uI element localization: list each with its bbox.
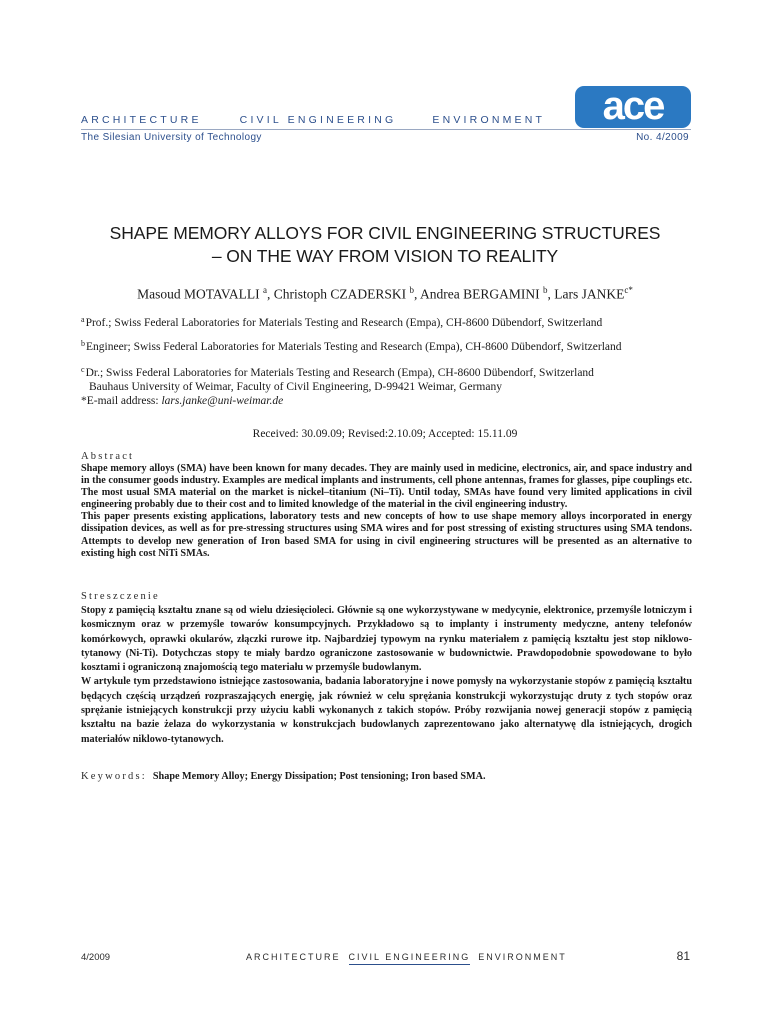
footer-journal-word: ARCHITECTURE xyxy=(246,952,341,962)
author-affiliation-mark: b xyxy=(409,285,415,295)
logo-text: ace xyxy=(602,86,664,128)
footer-journal-word: CIVIL ENGINEERING xyxy=(349,952,471,965)
keywords-heading: Keywords: xyxy=(81,771,147,782)
streszczenie-heading: Streszczenie xyxy=(81,591,160,602)
author-name: Masoud MOTAVALLI xyxy=(137,286,260,302)
affiliation-text: Engineer; Swiss Federal Laboratories for Materials Testing and Research (Empa), CH-8600 Dübendorf, Switzerland xyxy=(86,341,622,353)
author-name: Lars JANKE xyxy=(554,286,625,302)
journal-word-architecture: ARCHITECTURE xyxy=(81,114,202,126)
author-name: Christoph CZADERSKI xyxy=(273,286,407,302)
abstract-heading: Abstract xyxy=(81,451,135,462)
article-title-line-2: – ON THE WAY FROM VISION TO REALITY xyxy=(211,246,559,266)
footer-date: 4/2009 xyxy=(81,952,111,963)
author-affiliation-mark: c* xyxy=(624,285,633,295)
author-name: Andrea BERGAMINI xyxy=(420,286,540,302)
page-number: 81 xyxy=(676,949,690,963)
abstract-paragraph: Shape memory alloys (SMA) have been known for many decades. They are mainly used in medicine, electronics, air, and space industry and in the consumer goods industry. Examples are medical implants and instruments, cell phone antennas, frames for glasses, pipe couplings etc. The most usual SMA material on the market is nickel–titanium (Ni–Ti). Until today, SMAs have found very limited applications in civil engineering probably due to their cost and to limited knowledge of the material in the civil engineering industry. xyxy=(81,463,692,511)
streszczenie-paragraph: W artykule tym przedstawiono istniejące zastosowania, badania laboratoryjne i nowe pomysły na wykorzystanie stopów z pamięcią kształtu będących częścią urządzeń rozpraszających energię, jak również w celu sprężania konstrukcji wykorzystując druty z tych stopów oraz sprężanie istniejących konstrukcji przy użyciu kabli wykonanych z takich stopów. Próby rozwijania nowej generacji stopów z pamięcią kształtu na bazie żelaza do wykorzystania w konstrukcjach budowlanych zaprezentowano jako alternatywę dla istniejących, drogich materiałów niklowo-tytanowych. xyxy=(81,676,692,745)
abstract-paragraph: This paper presents existing applications, laboratory tests and new concepts of how to use shape memory alloys incorporated in energy dissipation devices, as well as for pre-stressing structures using SMA wires and for post stressing of existing structures using SMA tendons. Attempts to develop new generation of Iron based SMA for using in civil engineering structures will be presented as an alternative to existing high cost NiTi SMAs. xyxy=(81,511,692,559)
affiliation-mark: b xyxy=(81,339,85,348)
header-rule xyxy=(81,129,691,130)
keywords-line xyxy=(81,771,486,782)
abstract-body xyxy=(81,463,692,560)
email-address[interactable]: lars.janke@uni-weimar.de xyxy=(161,395,284,407)
affiliation-mark: a xyxy=(81,315,85,324)
streszczenie-paragraph: Stopy z pamięcią kształtu znane są od wielu dziesięcioleci. Głównie są one wykorzystywane w medycynie, elektronice, przemyśle lotniczym i kosmicznym oraz w przemyśle towarów konsumpcyjnych. Przykładowo są to implanty i instrumenty medyczne, anteny telefonów komórkowych, oprawki okularów, złączki rurowe itp. Najbardziej typowym na rynku materiałem z pamięcią kształtu jest stop niklowo-tytanowy (Ni-Ti). Dotychczas stopy te miały bardzo ograniczone zastosowanie w budownictwie. Prawdopodobnie spowodowane to było kosztami i ograniczoną znajomością tego materiału w przemyśle budowlanym. xyxy=(81,605,692,674)
affiliation-c xyxy=(81,363,594,408)
author-affiliation-mark: b xyxy=(543,285,548,295)
received-dates: Received: 30.09.09; Revised:2.10.09; Accepted: 15.11.09 xyxy=(252,428,518,440)
footer-journal-name xyxy=(246,952,567,965)
article-title-line-1: SHAPE MEMORY ALLOYS FOR CIVIL ENGINEERING STRUCTURES xyxy=(109,223,661,243)
university-name: The Silesian University of Technology xyxy=(81,132,262,143)
affiliation-b xyxy=(81,339,622,353)
affiliation-a xyxy=(81,315,602,329)
author-list: Masoud MOTAVALLI $^a$, Christoph CZADERSKI $^b$, Andrea BERGAMINI $^b$, Lars $JANKE^{c*}$ xyxy=(137,285,633,302)
ace-logo xyxy=(575,86,691,128)
keywords-value: Shape Memory Alloy; Energy Dissipation; Post tensioning; Iron based SMA. xyxy=(152,771,486,782)
affiliation-text: Dr.; Swiss Federal Laboratories for Materials Testing and Research (Empa), CH-8600 Dübendorf, Switzerland xyxy=(85,367,594,379)
streszczenie-body xyxy=(81,604,692,747)
issue-number: No. 4/2009 xyxy=(636,132,689,143)
affiliation-continuation: Bauhaus University of Weimar, Faculty of Civil Engineering, D-99421 Weimar, Germany xyxy=(89,381,502,393)
journal-word-environment: ENVIRONMENT xyxy=(432,114,546,126)
footer-journal-word: ENVIRONMENT xyxy=(478,952,567,962)
affiliation-mark: c xyxy=(81,365,85,374)
journal-word-civil-engineering: CIVIL ENGINEERING xyxy=(239,114,397,126)
affiliation-text: Prof.; Swiss Federal Laboratories for Materials Testing and Research (Empa), CH-8600 Dübendorf, Switzerland xyxy=(85,317,603,329)
email-line xyxy=(81,395,283,407)
email-label: *E-mail address: xyxy=(81,395,162,407)
author-affiliation-mark: a xyxy=(263,285,268,295)
journal-name-header xyxy=(81,114,545,126)
